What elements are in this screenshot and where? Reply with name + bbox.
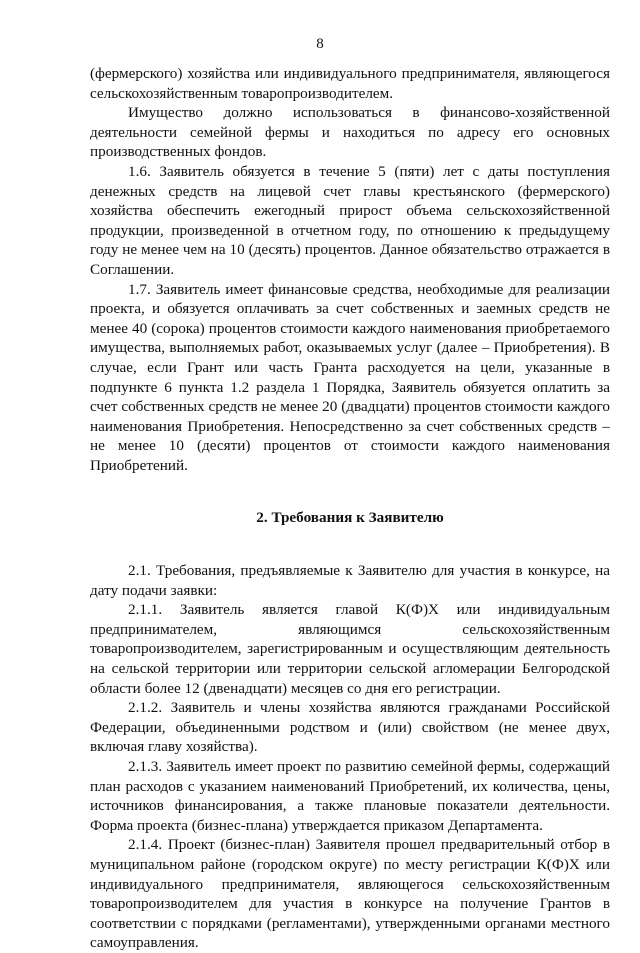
paragraph-property-use: Имущество должно использоваться в финансово-хозяйственной деятельности семейной фермы и находиться по адресу его основных производственных фондов. — [90, 104, 610, 161]
paragraph-1-6: 1.6. Заявитель обязуется в течение 5 (пяти) лет с даты поступления денежных средств на лицевой счет главы крестьянского (фермерского) хозяйства обеспечить ежегодный прирост объема сельскохозяйственной продукции, произведенной в отчетном году, по отношению к предыдущему году не менее чем на 10 (десять) процентов. Данное обязательство отражается в Соглашении. — [90, 162, 610, 278]
document-body — [90, 64, 610, 953]
section-heading: 2. Требования к Заявителю — [256, 509, 444, 527]
paragraph-2-1: 2.1. Требования, предъявляемые к Заявителю для участия в конкурсе, на дату подачи заявки: — [90, 562, 610, 599]
paragraph-2-1-4: 2.1.4. Проект (бизнес-план) Заявителя прошел предварительный отбор в муниципальном районе (городском округе) по месту регистрации К(Ф)Х или индивидуального предпринимателя, являющегося сельскохозяйственным товаропроизводителем для участия в конкурсе на получение Грантов в соответствии с порядками (регламентами), утвержденными органами местного самоуправления. — [90, 836, 610, 952]
paragraph-2-1-1: 2.1.1. Заявитель является главой К(Ф)Х или индивидуальным предпринимателем, являющимся сельскохозяйственным товаропроизводителем, зарегистрированным и осуществляющим деятельность на сельской территории или территории сельской агломерации Белгородской области более 12 (двенадцати) месяцев со дня его регистрации. — [90, 601, 610, 697]
paragraph-continuation: (фермерского) хозяйства или индивидуального предпринимателя, являющегося сельскохозяйственным товаропроизводителем. — [90, 65, 610, 102]
paragraph-2-1-2: 2.1.2. Заявитель и члены хозяйства являются гражданами Российской Федерации, объединенными родством и (или) свойством (не менее двух, включая главу хозяйства). — [90, 699, 610, 756]
paragraph-2-1-3: 2.1.3. Заявитель имеет проект по развитию семейной фермы, содержащий план расходов с указанием наименований Приобретений, их количества, цены, источников финансирования, а также плановые показатели деятельности. Форма проекта (бизнес-плана) утверждается приказом Департамента. — [90, 758, 610, 834]
page-number: 8 — [316, 36, 324, 52]
paragraph-1-7: 1.7. Заявитель имеет финансовые средства, необходимые для реализации проекта, и обязуется оплачивать за счет собственных и заемных средств не менее 40 (сорока) процентов стоимости каждого наименования приобретаемого имущества, выполняемых работ, оказываемых услуг (далее – Приобретения). В случае, если Грант или часть Гранта расходуется на цели, указанные в подпункте 6 пункта 1.2 раздела 1 Порядка, Заявитель обязуется оплатить за счет собственных средств не менее 20 (двадцати) процентов стоимости каждого наименования Приобретения. Непосредственно за счет собственных средств – не менее 10 (десяти) процентов от стоимости каждого наименования Приобретений. — [90, 280, 610, 474]
